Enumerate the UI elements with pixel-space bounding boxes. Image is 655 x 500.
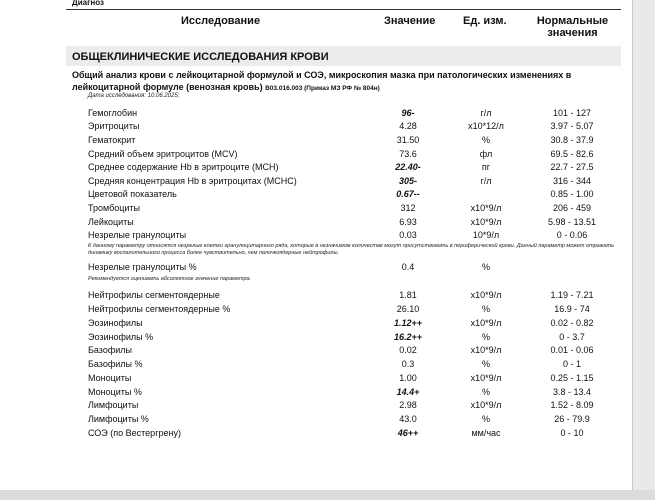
row-unit: %: [481, 304, 490, 314]
header-norm-line1: Нормальные: [536, 15, 609, 27]
row-unit: x10*9/л: [470, 373, 502, 383]
page-edge: [632, 0, 655, 500]
row-norm: 101 - 127: [552, 108, 592, 118]
row-norm: 0 - 1: [562, 359, 581, 369]
header-norm: [530, 15, 615, 39]
row-norm: 0.85 - 1.00: [550, 189, 594, 199]
row-name: Лимфоциты %: [88, 414, 149, 424]
row-value: 312: [400, 203, 416, 213]
row-unit: x10*9/л: [470, 290, 502, 300]
row-unit: %: [481, 332, 490, 342]
row-value: 46++: [397, 428, 419, 438]
row-name: Моноциты %: [88, 387, 142, 397]
table-row: [0, 121, 633, 134]
row-value: 1.81: [399, 290, 417, 300]
row-unit: мм/час: [471, 428, 501, 438]
row-value: 22.40-: [395, 162, 421, 172]
header-value: Значение: [384, 15, 436, 27]
row-value: 0.02: [399, 345, 417, 355]
page-edge-bottom: [0, 490, 655, 500]
row-name: СОЭ (по Вестергрену): [88, 428, 181, 438]
row-norm: 3.97 - 5.07: [550, 121, 594, 131]
row-name: Средняя концентрация Hb в эритроцитах (MCHC): [88, 176, 297, 186]
row-unit: г/л: [480, 176, 492, 186]
test-title: [72, 69, 622, 95]
row-norm: 22.7 - 27.5: [550, 162, 594, 172]
row-value: 2.98: [399, 400, 417, 410]
table-row: [0, 203, 633, 216]
test-code: B03.016.003 (Приказ МЗ РФ № 804н): [265, 85, 380, 92]
table-row: [0, 162, 633, 175]
row-name: Базофилы %: [88, 359, 143, 369]
row-unit: г/л: [480, 108, 492, 118]
table-row: [0, 304, 633, 317]
row-value: 43.0: [399, 414, 417, 424]
row-unit: %: [481, 414, 490, 424]
row-name: Среднее содержание Hb в эритроците (MCH): [88, 162, 279, 172]
row-value: 0.03: [399, 230, 417, 240]
row-norm: 206 - 459: [552, 203, 592, 213]
row-unit: %: [481, 135, 490, 145]
row-name: Нейтрофилы сегментоядерные: [88, 290, 220, 300]
row-norm: 0 - 10: [560, 428, 584, 438]
row-value: 1.00: [399, 373, 417, 383]
row-unit: x10*9/л: [470, 400, 502, 410]
table-row: [0, 176, 633, 189]
row-name: Гемоглобин: [88, 108, 138, 118]
table-row: [0, 318, 633, 331]
row-value: 16.2++: [393, 332, 423, 342]
row-name: Моноциты: [88, 373, 132, 383]
row-norm: 1.19 - 7.21: [550, 290, 594, 300]
table-row: [0, 387, 633, 400]
row-norm: 0.01 - 0.06: [550, 345, 594, 355]
row-value: 0.3: [401, 359, 415, 369]
row-name: Гематокрит: [88, 135, 136, 145]
note-immature-granulocytes: К данному параметру относятся незрелые клетки гранулоцитарного ряда, которые в незначимом количестве могут присутствовать в периферической крови. Данный параметр может отражать динамику воспалительного процесса более чувствительно, чем палочкоядерные нейтрофилы.: [88, 243, 615, 256]
table-row: [0, 359, 633, 372]
diagnosis-label: Диагноз: [72, 0, 104, 7]
row-unit: %: [481, 387, 490, 397]
row-unit: x10*9/л: [470, 345, 502, 355]
row-name: Тромбоциты: [88, 203, 141, 213]
section-title: ОБЩЕКЛИНИЧЕСКИЕ ИССЛЕДОВАНИЯ КРОВИ: [72, 51, 329, 63]
row-norm: 3.8 - 13.4: [552, 387, 592, 397]
row-value: 6.93: [399, 217, 417, 227]
row-unit: пг: [481, 162, 491, 172]
divider: [66, 9, 621, 10]
table-row: [0, 400, 633, 413]
row-name: Лейкоциты: [88, 217, 134, 227]
row-value: 305-: [398, 176, 417, 186]
row-value: 31.50: [396, 135, 420, 145]
table-row: [0, 373, 633, 386]
row-norm: 16.9 - 74: [554, 304, 590, 314]
row-norm: 0.02 - 0.82: [550, 318, 594, 328]
table-row: [0, 262, 633, 275]
header-unit: Ед. изм.: [463, 15, 507, 27]
row-unit: x10*9/л: [470, 217, 502, 227]
table-row: [0, 149, 633, 162]
row-name: Незрелые гранулоциты %: [88, 262, 197, 272]
row-unit: фл: [479, 149, 493, 159]
table-row: [0, 290, 633, 303]
row-name: Эозинофилы: [88, 318, 143, 328]
row-name: Незрелые гранулоциты: [88, 230, 187, 240]
row-value: 4.28: [399, 121, 417, 131]
table-row: [0, 230, 633, 243]
test-title-text: Общий анализ крови с лейкоцитарной формулой и СОЭ, микроскопия мазка при патологических изменениях в лейкоцитарной формуле (венозная кровь): [72, 70, 572, 92]
row-norm: 0.25 - 1.15: [550, 373, 594, 383]
row-norm: 316 - 344: [552, 176, 592, 186]
row-norm: 26 - 79.9: [554, 414, 590, 424]
row-norm: 30.8 - 37.9: [550, 135, 594, 145]
table-row: [0, 332, 633, 345]
row-value: 0.4: [401, 262, 415, 272]
row-norm: 69.5 - 82.6: [550, 149, 594, 159]
row-norm: 0 - 3.7: [559, 332, 585, 342]
row-name: Средний объем эритроцитов (MCV): [88, 149, 238, 159]
row-name: Базофилы: [88, 345, 132, 355]
row-value: 96-: [401, 108, 415, 118]
row-name: Нейтрофилы сегментоядерные %: [88, 304, 231, 314]
row-unit: %: [481, 262, 490, 272]
row-name: Лимфоциты: [88, 400, 139, 410]
row-unit: 10*9/л: [472, 230, 500, 240]
row-unit: %: [481, 359, 490, 369]
row-value: 73.6: [399, 149, 417, 159]
row-name: Цветовой показатель: [88, 189, 177, 199]
test-date: Дата исследования: 10.06.2025;: [88, 93, 180, 99]
row-name: Эозинофилы %: [88, 332, 154, 342]
row-unit: x10*9/л: [470, 203, 502, 213]
row-value: 1.12++: [393, 318, 423, 328]
row-norm: 5.98 - 13.51: [547, 217, 597, 227]
table-row: [0, 428, 633, 441]
row-norm: 0 - 0.06: [556, 230, 588, 240]
row-value: 0.67--: [396, 189, 420, 199]
row-norm: 1.52 - 8.09: [550, 400, 594, 410]
table-row: [0, 345, 633, 358]
header-norm-line2: значения: [547, 27, 598, 39]
row-value: 26.10: [396, 304, 420, 314]
note-immature-percent: Рекомендуется оценивать абсолютное значение параметра.: [88, 276, 252, 282]
row-unit: x10*12/л: [468, 121, 504, 131]
table-row: [0, 217, 633, 230]
table-row: [0, 135, 633, 148]
header-study: Исследование: [181, 15, 261, 27]
row-name: Эритроциты: [88, 121, 140, 131]
table-row: [0, 189, 633, 202]
row-value: 14.4+: [396, 387, 420, 397]
row-unit: x10*9/л: [470, 318, 502, 328]
table-row: [0, 414, 633, 427]
table-row: [0, 108, 633, 121]
